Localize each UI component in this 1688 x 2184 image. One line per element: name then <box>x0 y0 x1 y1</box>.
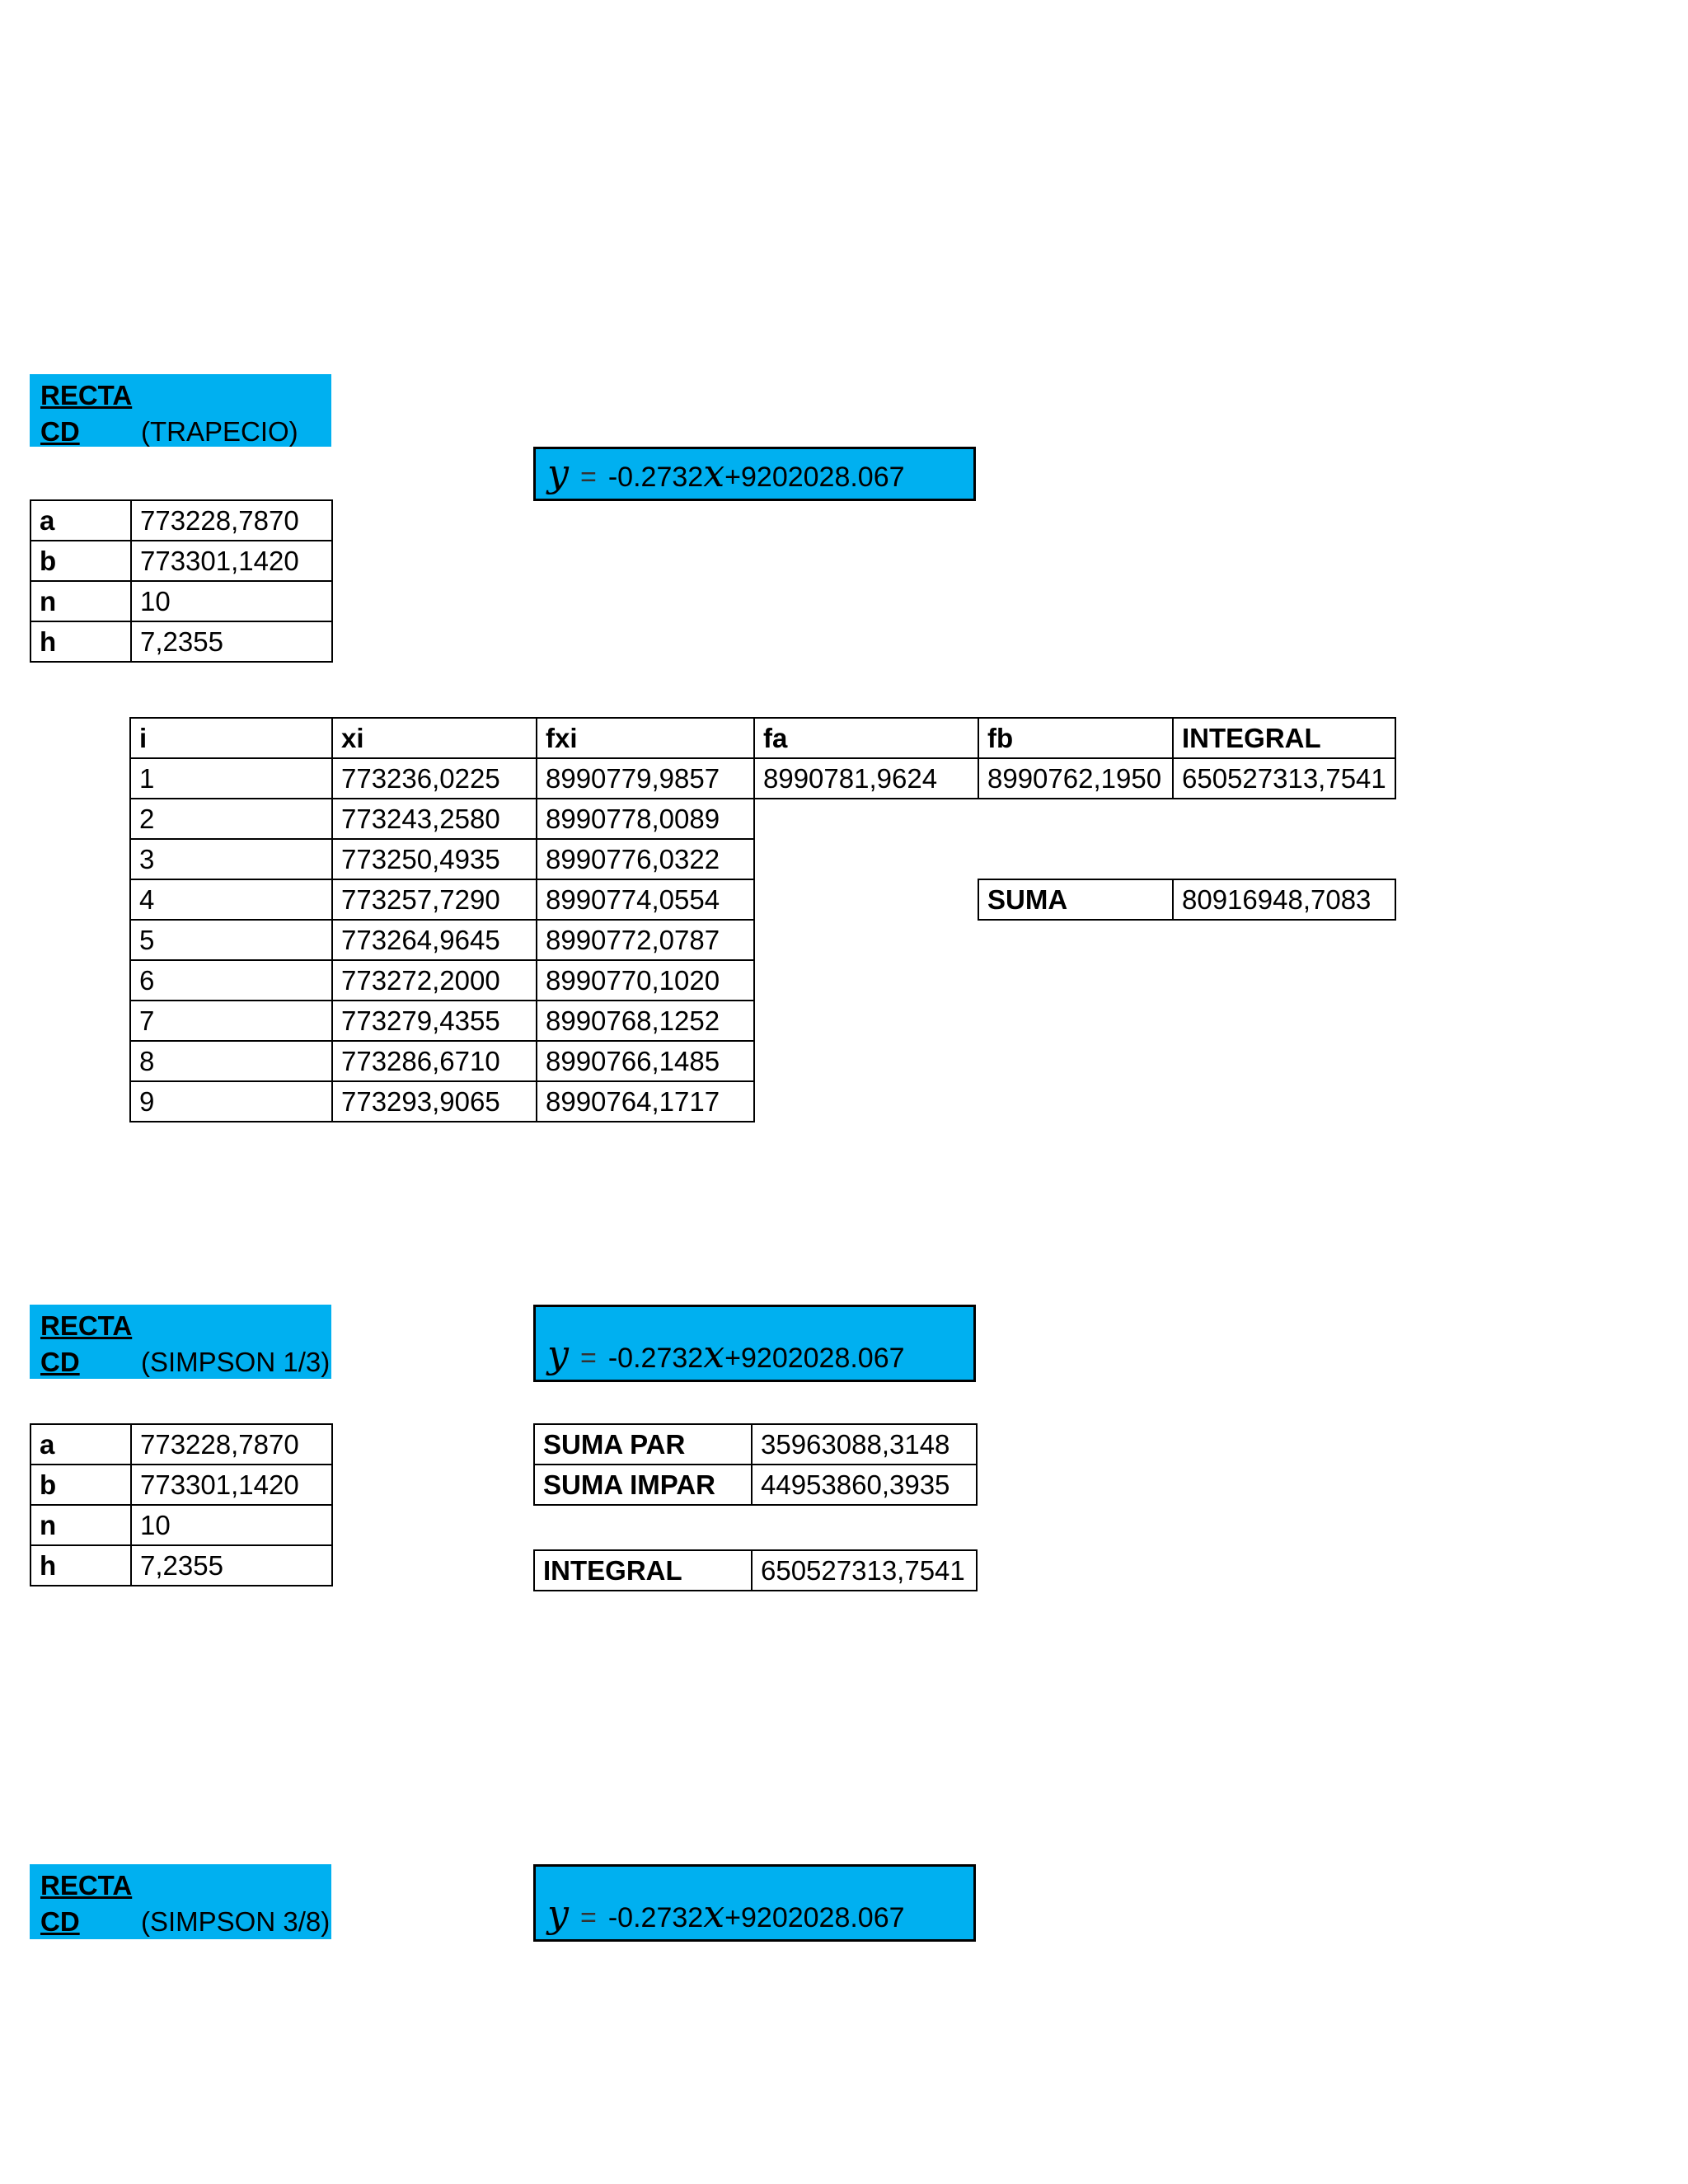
cell-i: 5 <box>130 920 332 960</box>
cell-i: 1 <box>130 758 332 799</box>
cell-fxi: 8990776,0322 <box>537 839 754 879</box>
cell-fxi: 8990766,1485 <box>537 1041 754 1081</box>
table-header-row <box>130 718 1395 758</box>
suma-value: 80916948,7083 <box>1173 879 1395 920</box>
param-label: n <box>30 581 131 621</box>
eq-coef: -0.2732 <box>607 1343 704 1374</box>
suma-par-label: SUMA PAR <box>534 1424 752 1465</box>
col-header-integral: INTEGRAL <box>1173 718 1395 758</box>
param-row <box>30 1424 332 1465</box>
cell-integral: 650527313,7541 <box>1173 758 1395 799</box>
cell-fxi: 8990778,0089 <box>537 799 754 839</box>
cell-fxi: 8990774,0554 <box>537 879 754 920</box>
cell-i: 2 <box>130 799 332 839</box>
col-header-fa: fa <box>754 718 978 758</box>
table-row <box>130 799 1395 839</box>
cell-xi: 773293,9065 <box>332 1081 537 1122</box>
header-method: (SIMPSON 1/3) <box>141 1347 331 1377</box>
simpson38-header <box>30 1864 331 1939</box>
cell-xi: 773236,0225 <box>332 758 537 799</box>
header-title-recta: RECTA <box>40 1310 133 1341</box>
eq-sign: = <box>580 1343 597 1374</box>
param-value: 7,2355 <box>131 1545 332 1586</box>
table-row <box>130 839 1395 879</box>
header-title-cd: CD <box>40 1906 80 1937</box>
col-header-fxi: fxi <box>537 718 754 758</box>
header-title-recta: RECTA <box>40 1870 133 1900</box>
param-value: 773301,1420 <box>131 541 332 581</box>
empty-cell <box>754 879 978 920</box>
param-value: 10 <box>131 581 332 621</box>
eq-sign: = <box>580 462 597 493</box>
col-header-fb: fb <box>978 718 1173 758</box>
trapecio-header <box>30 374 331 447</box>
simpson13-header <box>30 1305 331 1379</box>
param-label: h <box>30 621 131 662</box>
param-row <box>30 541 332 581</box>
cell-xi: 773279,4355 <box>332 1001 537 1041</box>
eq-coef: -0.2732 <box>607 462 704 493</box>
empty-cell <box>754 1081 1395 1122</box>
empty-cell <box>754 799 1395 839</box>
param-value: 7,2355 <box>131 621 332 662</box>
suma-label: SUMA <box>978 879 1173 920</box>
simpson38-equation <box>533 1864 976 1942</box>
cell-i: 4 <box>130 879 332 920</box>
cell-fxi: 8990772,0787 <box>537 920 754 960</box>
param-row <box>30 1545 332 1586</box>
param-row <box>30 621 332 662</box>
integral-label: INTEGRAL <box>534 1550 752 1591</box>
suma-impar-value: 44953860,3935 <box>752 1465 977 1505</box>
cell-xi: 773243,2580 <box>332 799 537 839</box>
cell-fxi: 8990764,1717 <box>537 1081 754 1122</box>
param-label: n <box>30 1505 131 1545</box>
eq-y: y <box>547 1891 569 1936</box>
empty-cell <box>754 1001 1395 1041</box>
eq-y: y <box>547 451 569 495</box>
integral-row <box>534 1550 977 1591</box>
cell-xi: 773286,6710 <box>332 1041 537 1081</box>
cell-fxi: 8990779,9857 <box>537 758 754 799</box>
header-title-recta: RECTA <box>40 380 133 410</box>
eq-x: x <box>703 1891 725 1936</box>
empty-cell <box>754 1041 1395 1081</box>
trapecio-params-table <box>30 499 333 663</box>
eq-y: y <box>547 1332 569 1376</box>
param-label: h <box>30 1545 131 1586</box>
cell-xi: 773272,2000 <box>332 960 537 1001</box>
table-row <box>130 1081 1395 1122</box>
param-label: b <box>30 1465 131 1505</box>
header-method: (TRAPECIO) <box>141 416 298 447</box>
param-row <box>30 581 332 621</box>
param-value: 773228,7870 <box>131 500 332 541</box>
eq-const: +9202028.067 <box>724 1343 905 1374</box>
empty-cell <box>754 839 1395 879</box>
table-row <box>130 1001 1395 1041</box>
simpson13-integral-table <box>533 1549 978 1591</box>
param-row <box>30 1505 332 1545</box>
cell-i: 8 <box>130 1041 332 1081</box>
simpson13-params-table <box>30 1423 333 1586</box>
suma-par-value: 35963088,3148 <box>752 1424 977 1465</box>
cell-i: 3 <box>130 839 332 879</box>
col-header-i: i <box>130 718 332 758</box>
param-value: 773228,7870 <box>131 1424 332 1465</box>
cell-fa: 8990781,9624 <box>754 758 978 799</box>
empty-cell <box>754 920 1395 960</box>
empty-cell <box>754 960 1395 1001</box>
trapecio-equation <box>533 447 976 501</box>
eq-const: +9202028.067 <box>724 462 905 493</box>
eq-sign: = <box>580 1902 597 1933</box>
param-row <box>30 500 332 541</box>
param-value: 773301,1420 <box>131 1465 332 1505</box>
table-row <box>130 1041 1395 1081</box>
simpson13-equation <box>533 1305 976 1382</box>
header-method: (SIMPSON 3/8) <box>141 1906 331 1937</box>
header-title-cd: CD <box>40 1347 80 1377</box>
param-label: a <box>30 500 131 541</box>
cell-i: 7 <box>130 1001 332 1041</box>
param-label: b <box>30 541 131 581</box>
cell-xi: 773250,4935 <box>332 839 537 879</box>
param-label: a <box>30 1424 131 1465</box>
param-value: 10 <box>131 1505 332 1545</box>
cell-i: 9 <box>130 1081 332 1122</box>
table-row <box>130 879 1395 920</box>
suma-impar-label: SUMA IMPAR <box>534 1465 752 1505</box>
table-row <box>130 758 1395 799</box>
sum-row <box>534 1424 977 1465</box>
integral-value: 650527313,7541 <box>752 1550 977 1591</box>
param-row <box>30 1465 332 1505</box>
trapecio-data-table <box>129 717 1396 1122</box>
col-header-xi: xi <box>332 718 537 758</box>
header-title-cd: CD <box>40 416 80 447</box>
eq-x: x <box>703 1332 725 1376</box>
sum-row <box>534 1465 977 1505</box>
eq-const: +9202028.067 <box>724 1902 905 1933</box>
simpson13-sums-table <box>533 1423 978 1506</box>
cell-xi: 773264,9645 <box>332 920 537 960</box>
eq-x: x <box>703 451 725 495</box>
cell-i: 6 <box>130 960 332 1001</box>
table-row <box>130 960 1395 1001</box>
cell-fb: 8990762,1950 <box>978 758 1173 799</box>
cell-xi: 773257,7290 <box>332 879 537 920</box>
eq-coef: -0.2732 <box>607 1902 704 1933</box>
table-row <box>130 920 1395 960</box>
cell-fxi: 8990770,1020 <box>537 960 754 1001</box>
cell-fxi: 8990768,1252 <box>537 1001 754 1041</box>
